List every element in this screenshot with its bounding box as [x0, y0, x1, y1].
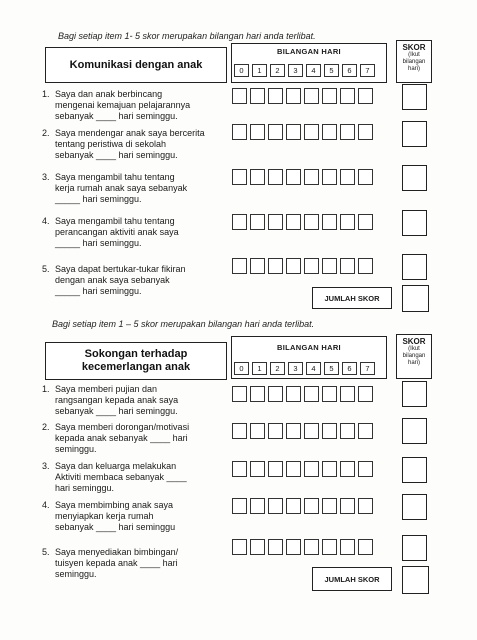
day-checkbox-6[interactable]	[340, 169, 355, 185]
day-checkbox-5[interactable]	[322, 539, 337, 555]
section2-item-2-score-box[interactable]	[402, 418, 427, 444]
day-checkbox-2[interactable]	[268, 258, 283, 274]
section2-item-4-day-boxes	[232, 498, 373, 514]
day-checkbox-4[interactable]	[304, 423, 319, 439]
section1-jumlah-skor-label: JUMLAH SKOR	[312, 287, 392, 309]
section2-item-5-day-boxes	[232, 539, 373, 555]
day-checkbox-7[interactable]	[358, 169, 373, 185]
day-checkbox-7[interactable]	[358, 498, 373, 514]
section1-title: Komunikasi dengan anak	[45, 47, 227, 83]
day-checkbox-7[interactable]	[358, 214, 373, 230]
item-number: 5.	[42, 264, 50, 274]
day-checkbox-0[interactable]	[232, 258, 247, 274]
section1-skor-sub: (Ikut bilangan hari)	[402, 52, 426, 72]
day-checkbox-1[interactable]	[250, 386, 265, 402]
section1-item-5-day-boxes	[232, 258, 373, 274]
day-checkbox-3[interactable]	[286, 258, 301, 274]
day-checkbox-2[interactable]	[268, 539, 283, 555]
day-checkbox-5[interactable]	[322, 258, 337, 274]
digit-label: 6	[342, 362, 357, 375]
section2-bilangan-label: BILANGAN HARI	[277, 343, 341, 352]
section1-item-3-day-boxes	[232, 169, 373, 185]
day-checkbox-0[interactable]	[232, 169, 247, 185]
day-checkbox-2[interactable]	[268, 498, 283, 514]
digit-label: 6	[342, 64, 357, 77]
digit-label: 1	[252, 362, 267, 375]
section2-skor-label: SKOR	[402, 337, 426, 346]
day-checkbox-5[interactable]	[322, 461, 337, 477]
day-checkbox-6[interactable]	[340, 214, 355, 230]
day-checkbox-5[interactable]	[322, 423, 337, 439]
day-checkbox-3[interactable]	[286, 386, 301, 402]
day-checkbox-6[interactable]	[340, 258, 355, 274]
day-checkbox-7[interactable]	[358, 124, 373, 140]
day-checkbox-2[interactable]	[268, 386, 283, 402]
digit-label: 4	[306, 362, 321, 375]
day-checkbox-3[interactable]	[286, 124, 301, 140]
item-number: 3.	[42, 461, 50, 471]
digit-label: 7	[360, 362, 375, 375]
day-checkbox-1[interactable]	[250, 124, 265, 140]
day-checkbox-5[interactable]	[322, 169, 337, 185]
item-number: 1.	[42, 384, 50, 394]
day-checkbox-2[interactable]	[268, 461, 283, 477]
day-checkbox-4[interactable]	[304, 169, 319, 185]
day-checkbox-3[interactable]	[286, 461, 301, 477]
digit-label: 1	[252, 64, 267, 77]
section2-item-5-score-box[interactable]	[402, 535, 427, 561]
section2-instruction: Bagi setiap item 1 – 5 skor merupakan bilangan hari anda terlibat.	[52, 319, 315, 329]
day-checkbox-5[interactable]	[322, 88, 337, 104]
day-checkbox-3[interactable]	[286, 214, 301, 230]
day-checkbox-7[interactable]	[358, 461, 373, 477]
section1-bilangan-hari-header	[231, 43, 387, 83]
section2-title: Sokongan terhadap kecemerlangan anak	[45, 342, 227, 380]
section2-bilangan-hari-header	[231, 336, 387, 379]
day-checkbox-4[interactable]	[304, 386, 319, 402]
day-checkbox-7[interactable]	[358, 386, 373, 402]
day-checkbox-6[interactable]	[340, 124, 355, 140]
day-checkbox-0[interactable]	[232, 461, 247, 477]
day-checkbox-3[interactable]	[286, 498, 301, 514]
day-checkbox-4[interactable]	[304, 124, 319, 140]
section1-item-3-score-box[interactable]	[402, 165, 427, 191]
day-checkbox-4[interactable]	[304, 214, 319, 230]
day-checkbox-5[interactable]	[322, 214, 337, 230]
section2-total-score-box[interactable]	[402, 566, 429, 594]
day-checkbox-3[interactable]	[286, 169, 301, 185]
digit-label: 5	[324, 362, 339, 375]
section2-item-3-score-box[interactable]	[402, 457, 427, 483]
day-checkbox-0[interactable]	[232, 124, 247, 140]
day-checkbox-6[interactable]	[340, 88, 355, 104]
section1-item-2-score-box[interactable]	[402, 121, 427, 147]
section1-instruction: Bagi setiap item 1- 5 skor merupakan bilangan hari anda terlibat.	[58, 31, 316, 41]
day-checkbox-4[interactable]	[304, 258, 319, 274]
section1-skor-label: SKOR	[402, 43, 426, 52]
section2-skor-header	[396, 334, 432, 379]
digit-label: 7	[360, 64, 375, 77]
section1-item-4-day-boxes	[232, 214, 373, 230]
day-checkbox-3[interactable]	[286, 539, 301, 555]
day-checkbox-0[interactable]	[232, 88, 247, 104]
item-number: 2.	[42, 422, 50, 432]
day-checkbox-2[interactable]	[268, 423, 283, 439]
digit-label: 2	[270, 362, 285, 375]
section2-item-2-day-boxes	[232, 423, 373, 439]
section1-item-1-score-box[interactable]	[402, 84, 427, 110]
item-text: Saya menyediakan bimbingan/ tuisyen kepada anak ____ hari seminggu.	[55, 547, 179, 579]
section1-item-5-score-box[interactable]	[402, 254, 427, 280]
digit-label: 0	[234, 362, 249, 375]
section1-item-4-score-box[interactable]	[402, 210, 427, 236]
day-checkbox-4[interactable]	[304, 498, 319, 514]
section1-digit-row	[234, 64, 375, 77]
section2-item-4-score-box[interactable]	[402, 494, 427, 520]
section1-bilangan-label: BILANGAN HARI	[277, 47, 341, 56]
day-checkbox-5[interactable]	[322, 498, 337, 514]
day-checkbox-3[interactable]	[286, 88, 301, 104]
day-checkbox-2[interactable]	[268, 169, 283, 185]
digit-label: 0	[234, 64, 249, 77]
day-checkbox-6[interactable]	[340, 539, 355, 555]
item-text: Saya mengambil tahu tentang perancangan aktiviti anak saya _____ hari seminggu.	[55, 216, 179, 248]
item-number: 3.	[42, 172, 50, 182]
section2-item-1-day-boxes	[232, 386, 373, 402]
day-checkbox-0[interactable]	[232, 423, 247, 439]
section1-item-1-day-boxes	[232, 88, 373, 104]
day-checkbox-2[interactable]	[268, 88, 283, 104]
item-text: Saya dan anak berbincang mengenai kemajuan pelajarannya sebanyak ____ hari seminggu.	[55, 89, 191, 121]
digit-label: 5	[324, 64, 339, 77]
section2-item-1-score-box[interactable]	[402, 381, 427, 407]
day-checkbox-0[interactable]	[232, 214, 247, 230]
day-checkbox-7[interactable]	[358, 88, 373, 104]
section2-digit-row	[234, 362, 375, 375]
day-checkbox-1[interactable]	[250, 498, 265, 514]
day-checkbox-1[interactable]	[250, 88, 265, 104]
section2-item-3-day-boxes	[232, 461, 373, 477]
day-checkbox-7[interactable]	[358, 539, 373, 555]
day-checkbox-1[interactable]	[250, 258, 265, 274]
day-checkbox-1[interactable]	[250, 214, 265, 230]
day-checkbox-5[interactable]	[322, 386, 337, 402]
digit-label: 2	[270, 64, 285, 77]
day-checkbox-0[interactable]	[232, 498, 247, 514]
item-text: Saya memberi dorongan/motivasi kepada anak sebanyak ____ hari seminggu.	[55, 422, 190, 454]
item-text: Saya mendengar anak saya bercerita tentang peristiwa di sekolah sebanyak ____ hari seminggu.	[55, 128, 205, 160]
digit-label: 4	[306, 64, 321, 77]
day-checkbox-4[interactable]	[304, 461, 319, 477]
item-text: Saya membimbing anak saya menyiapkan kerja rumah sebanyak ____ hari seminggu	[55, 500, 176, 532]
day-checkbox-1[interactable]	[250, 169, 265, 185]
item-text: Saya dapat bertukar-tukar fikiran dengan anak saya sebanyak _____ hari seminggu.	[55, 264, 186, 296]
item-number: 4.	[42, 500, 50, 510]
day-checkbox-4[interactable]	[304, 539, 319, 555]
day-checkbox-5[interactable]	[322, 124, 337, 140]
day-checkbox-0[interactable]	[232, 539, 247, 555]
day-checkbox-6[interactable]	[340, 461, 355, 477]
item-number: 5.	[42, 547, 50, 557]
day-checkbox-1[interactable]	[250, 461, 265, 477]
day-checkbox-0[interactable]	[232, 386, 247, 402]
section1-total-score-box[interactable]	[402, 285, 429, 312]
digit-label: 3	[288, 64, 303, 77]
item-number: 2.	[42, 128, 50, 138]
day-checkbox-4[interactable]	[304, 88, 319, 104]
day-checkbox-6[interactable]	[340, 386, 355, 402]
day-checkbox-6[interactable]	[340, 423, 355, 439]
day-checkbox-7[interactable]	[358, 258, 373, 274]
day-checkbox-6[interactable]	[340, 498, 355, 514]
section2-skor-sub: (Ikut bilangan hari)	[402, 346, 426, 366]
item-text: Saya dan keluarga melakukan Aktiviti membaca sebanyak ____ hari seminggu.	[55, 461, 187, 493]
section2-jumlah-skor-label: JUMLAH SKOR	[312, 567, 392, 591]
day-checkbox-1[interactable]	[250, 539, 265, 555]
section1-item-2-day-boxes	[232, 124, 373, 140]
item-number: 1.	[42, 89, 50, 99]
day-checkbox-7[interactable]	[358, 423, 373, 439]
day-checkbox-1[interactable]	[250, 423, 265, 439]
day-checkbox-2[interactable]	[268, 124, 283, 140]
day-checkbox-2[interactable]	[268, 214, 283, 230]
digit-label: 3	[288, 362, 303, 375]
day-checkbox-3[interactable]	[286, 423, 301, 439]
item-text: Saya mengambil tahu tentang kerja rumah anak saya sebanyak _____ hari seminggu.	[55, 172, 188, 204]
item-text: Saya memberi pujian dan rangsangan kepada anak saya sebanyak ____ hari seminggu.	[55, 384, 179, 416]
item-number: 4.	[42, 216, 50, 226]
section1-skor-header	[396, 40, 432, 83]
